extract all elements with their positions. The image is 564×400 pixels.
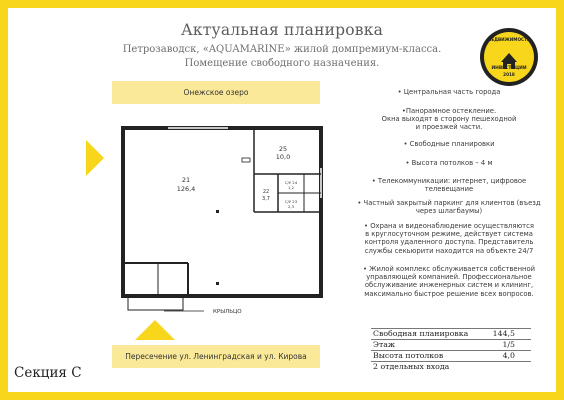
subtitle-line-2: Помещение свободного назначения.	[184, 58, 380, 69]
feature-item: • Центральная часть города	[397, 88, 501, 96]
spec-value: 4,0	[485, 351, 531, 362]
spec-value: 1/5	[485, 340, 531, 351]
table-row	[371, 362, 531, 373]
spec-value	[485, 362, 531, 373]
street-label: Пересечение ул. Ленинградская и ул. Кирова	[112, 345, 320, 368]
spec-label: 2 отдельных входа	[371, 362, 485, 373]
lake-label: Онежское озеро	[112, 81, 320, 104]
logo-top-text: НЕДВИЖИМОСТЬ	[487, 37, 531, 42]
page-subtitle	[68, 43, 496, 71]
porch-label: КРЫЛЬЦО	[213, 309, 242, 315]
table-row	[371, 340, 531, 351]
floor-plan	[108, 118, 333, 318]
feature-item: • Высота потолков – 4 м	[405, 159, 493, 167]
room-23-label: С/У 23	[284, 199, 298, 204]
table-row	[371, 351, 531, 362]
spec-label: Этаж	[371, 340, 485, 351]
page-title: Актуальная планировка	[180, 21, 384, 39]
logo-year-text: 2018	[503, 72, 515, 77]
room-21-area: 126,4	[176, 185, 196, 193]
feature-item: • Частный закрытый паркинг для клиентов (въезд через шлагбаумы)	[357, 199, 541, 216]
feature-item: • Охрана и видеонаблюдение осуществляются в круглосуточном режиме, действует система контроля удаленного доступа. Представитель службы секьюрити находится на объекте 24/7	[364, 222, 534, 255]
room-23-area: 2,3	[287, 204, 295, 209]
room-25-area: 10,0	[275, 153, 291, 161]
spec-label: Свободная планировка	[371, 329, 485, 340]
room-21-number: 21	[181, 176, 191, 184]
room-24-label: С/У 24	[284, 180, 298, 185]
spec-value: 144,5	[485, 329, 531, 340]
room-25-number: 25	[278, 145, 288, 153]
room-22-area: 3,7	[262, 196, 270, 202]
section-label: Секция С	[14, 365, 82, 381]
spec-label: Высота потолков	[371, 351, 485, 362]
logo-middle-text: ИНВЕСТИЦИИ	[491, 66, 527, 71]
direction-arrow-icon	[86, 140, 104, 176]
table-row	[371, 329, 531, 340]
room-22-number: 22	[262, 189, 270, 195]
feature-item: •Панорамное остекление. Окна выходят в сторону пешеходной и проезжей части.	[381, 107, 517, 132]
feature-item: • Телекоммуникации: интернет, цифровое телевещание	[371, 177, 527, 194]
subtitle-line-1: Петрозаводск, «AQUAMARINE» жилой домпремиум-класса.	[122, 44, 442, 55]
feature-item: • Свободные планировки	[403, 140, 495, 148]
room-24-area: 1,2	[287, 185, 295, 190]
entrance-arrow-icon	[135, 320, 175, 340]
porch-outline	[128, 296, 183, 310]
specs-table	[371, 328, 531, 372]
feature-item: • Жилой комплекс обслуживается собственной управляющей компанией. Профессиональное обслуживание инженерных систем и клининг, максимально быстрое решение всех вопросов.	[362, 265, 536, 298]
company-logo	[480, 28, 538, 86]
